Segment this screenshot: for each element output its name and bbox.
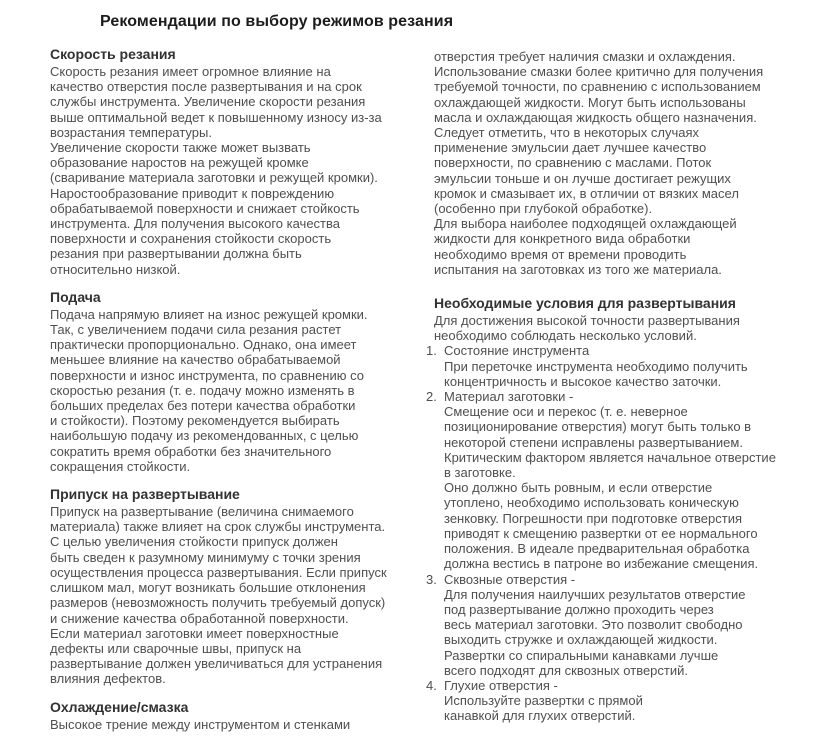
text-line: развертывание должен увеличиваться для устранения: [50, 656, 383, 672]
text-line: эмульсии тоньше и он лучше достигает режущих: [434, 170, 731, 186]
text-line: Скорость резания имеет огромное влияние на: [50, 64, 331, 79]
text-line: материала) также влияет на срок службы инструмента.: [50, 519, 386, 535]
numbered-list: [426, 343, 805, 723]
text-line: жидкости для конкретного вида обработки: [434, 231, 691, 247]
text-line: влияния дефектов.: [50, 671, 166, 687]
text-line: утоплено, необходимо использовать коническую: [444, 495, 739, 511]
two-column-layout: [0, 46, 815, 732]
item-lines: [444, 343, 805, 389]
page-title: Рекомендации по выбору режимов резания: [100, 13, 454, 30]
text-line: Подача напрямую влияет на износ режущей кромки.: [50, 306, 368, 322]
text-line: поверхности, по сравнению с маслами. Поток: [434, 155, 712, 171]
item-number: 4.: [426, 677, 437, 693]
text-line: Критическим фактором является начальное отверстие: [444, 449, 776, 465]
text-line: требуемой точности, по сравнению с использованием: [434, 79, 761, 95]
section: [50, 486, 434, 686]
text-line: практически пропорционально. Однако, она имеет: [50, 337, 357, 353]
text-line: весь материал заготовки. Это позволит свободно: [444, 617, 743, 633]
text-line: применение эмульсии дает лучшее качество: [434, 140, 707, 156]
text-line: Сквозные отверстия -: [444, 571, 576, 587]
item-number: 1.: [426, 343, 437, 359]
text-line: службы инструмента. Увеличение скорости резания: [50, 94, 366, 110]
text-line: (сваривание материала заготовки и режущей кромки).: [50, 170, 378, 186]
text-line: относительно низкой.: [50, 261, 181, 277]
text-line: Развертки со спиральными канавками лучше: [444, 647, 719, 663]
text-line: сократить время обработки без значительного: [50, 443, 332, 459]
text-line: инструмента. Для получения высокого качества: [50, 216, 340, 232]
item-number: 2.: [426, 389, 437, 405]
text-line: резания при развертывании должна быть: [50, 246, 302, 262]
text-line: Увеличение скорости также может вызвать: [50, 140, 311, 156]
text-line: меньшее влияние на качество обрабатываемой: [50, 352, 341, 368]
text-line: обрабатываемой поверхности и снижает стойкость: [50, 200, 360, 216]
numbered-item: [426, 678, 805, 724]
text-line: слишком мал, могут возникать большие отклонения: [50, 580, 366, 596]
document-page: [0, 12, 815, 732]
text-line: охлаждающей жидкости. Могут быть использованы: [434, 94, 746, 110]
text-line: необходимо время от времени проводить: [434, 246, 687, 262]
section-heading: Подача: [50, 288, 101, 305]
text-line: зенковку. Погрешности при подготовке отверстия: [444, 510, 742, 526]
text-line: Высокое трение между инструментом и стенками: [50, 716, 351, 732]
text-line: Для достижения высокой точности развертывания: [434, 313, 740, 329]
text-line: некоторой степени исправлены развертыванием.: [444, 434, 743, 450]
conditions-heading: Необходимые условия для развертывания: [434, 295, 736, 312]
text-line: Глухие отверстия -: [444, 677, 558, 693]
conditions-section: [426, 295, 805, 724]
text-line: Припуск на развертывание (величина снимаемого: [50, 504, 354, 520]
text-line: приводят к смещению развертки от ее нормального: [444, 525, 758, 541]
text-line: кромок и смазывает их, в отличии от вязких масел: [434, 185, 739, 201]
text-line: Оно должно быть ровным, и если отверстие: [444, 480, 713, 496]
text-line: Так, с увеличением подачи сила резания растет: [50, 322, 342, 338]
left-column: [50, 46, 434, 732]
text-line: концентричность и высокое качество заточки.: [444, 373, 722, 389]
text-line: Материал заготовки -: [444, 389, 574, 405]
numbered-item: [426, 572, 805, 678]
text-line: позиционирование отверстия) могут быть только в: [444, 419, 752, 435]
numbered-item: [426, 389, 805, 571]
text-line: Используйте развертки с прямой: [444, 693, 643, 709]
text-line: больших пределах без потери качества обработки: [50, 398, 356, 414]
text-line: и снижение качества обработанной поверхности.: [50, 610, 349, 626]
text-line: поверхности и износ инструмента, по сравнению со: [50, 367, 364, 383]
text-line: С целью увеличения стойкости припуск должен: [50, 534, 338, 550]
text-line: При переточке инструмента необходимо получить: [444, 358, 748, 374]
text-line: отверстия требует наличия смазки и охлаждения.: [434, 49, 736, 64]
text-line: Состояние инструмента: [444, 343, 590, 359]
text-line: Использование смазки более критично для получения: [434, 64, 764, 80]
text-line: поверхности и сохранения стойкости скорость: [50, 231, 332, 247]
text-line: масла и охлаждающая жидкость общего назначения.: [434, 109, 757, 125]
text-line: и стойкости). Поэтому рекомендуется выбирать: [50, 413, 340, 429]
text-line: выше оптимальной ведет к повышенному износу из-за: [50, 109, 382, 125]
text-line: возрастания температуры.: [50, 124, 212, 140]
text-line: размеров (невозможность получить требуемый допуск): [50, 595, 386, 611]
text-line: осуществления процесса развертывания. Если припуск: [50, 564, 387, 580]
text-line: быть сведен к разумному минимуму с точки зрения: [50, 549, 361, 565]
text-line: выходить стружке и охлаждающей жидкости.: [444, 632, 718, 648]
section: [50, 46, 434, 277]
section-heading: Охлаждение/смазка: [50, 698, 189, 715]
text-line: в заготовке.: [444, 465, 516, 481]
item-number: 3.: [426, 571, 437, 587]
section: [50, 699, 434, 732]
text-line: наибольшую подачу из рекомендованных, с целью: [50, 428, 359, 444]
text-line: дефекты или сварочные швы, припуск на: [50, 640, 302, 656]
text-line: всего подходят для сквозных отверстий.: [444, 662, 689, 678]
text-line: качество отверстия после развертывания и на срок: [50, 79, 362, 95]
text-line: Если материал заготовки имеет поверхностные: [50, 625, 339, 641]
item-lines: [444, 678, 805, 724]
text-line: (особенно при глубокой обработке).: [434, 201, 653, 217]
text-line: канавкой для глухих отверстий.: [444, 708, 636, 724]
item-lines: [444, 572, 805, 678]
text-line: Следует отметить, что в некоторых случаях: [434, 125, 700, 141]
text-line: сокращения стойкости.: [50, 458, 191, 474]
section-heading: Скорость резания: [50, 46, 176, 62]
section-heading: Припуск на развертывание: [50, 486, 240, 503]
text-line: Наростообразование приводит к повреждению: [50, 185, 335, 201]
text-line: положения. В идеале предварительная обработка: [444, 541, 750, 557]
text-line: должна вестись в патроне во избежание смещения.: [444, 556, 759, 572]
text-line: под развертывание должно проходить через: [444, 601, 714, 617]
text-line: Для получения наилучших результатов отверстие: [444, 586, 746, 602]
right-column: [426, 46, 805, 724]
section: [50, 289, 434, 474]
numbered-item: [426, 343, 805, 389]
text-line: Смещение оси и перекос (т. е. неверное: [444, 404, 688, 420]
text-line: скоростью резания (т. е. подачу можно изменять в: [50, 382, 355, 398]
text-line: Для выбора наиболее подходящей охлаждающей: [434, 216, 737, 232]
text-line: необходимо соблюдать несколько условий.: [434, 328, 697, 344]
text-line: образование наростов на режущей кромке: [50, 155, 309, 171]
text-line: испытания на заготовках из того же материала.: [434, 261, 722, 277]
item-lines: [444, 389, 805, 571]
continuation-paragraph: [434, 49, 805, 277]
